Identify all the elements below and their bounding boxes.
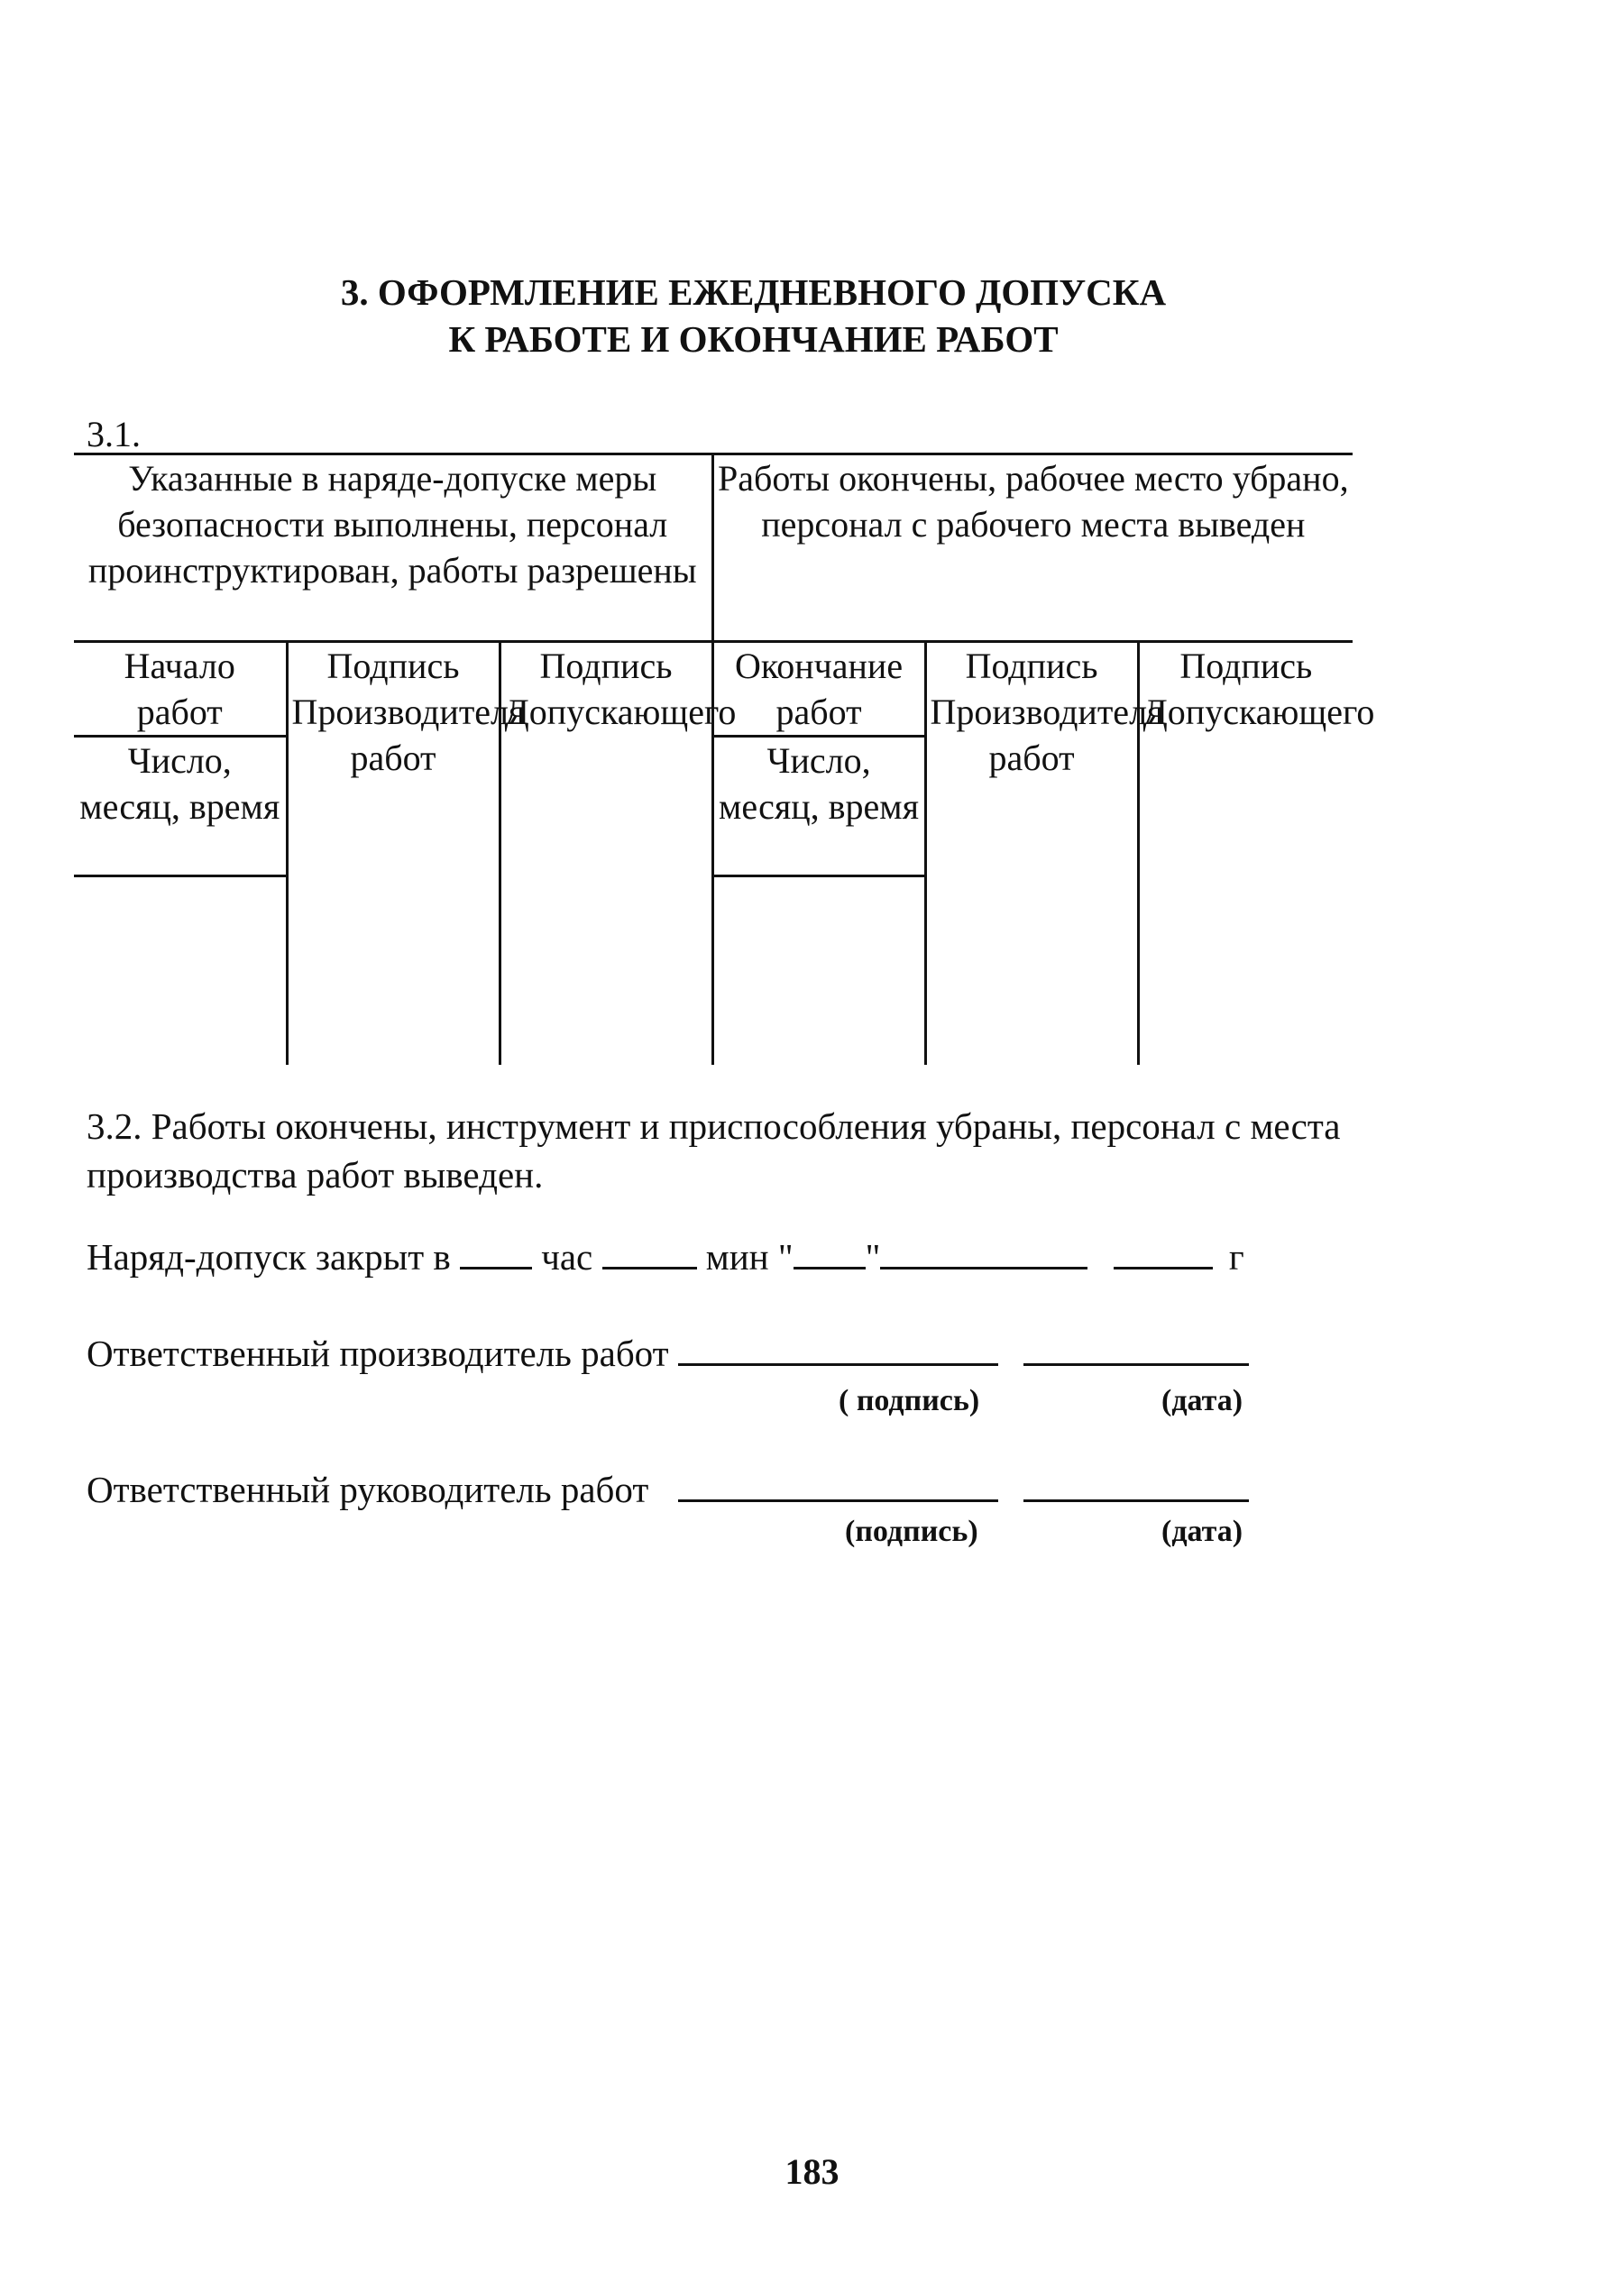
col6-header: Подпись Допускающего [1138, 642, 1353, 876]
section-title [0, 269, 1624, 362]
responsible-manager-label: Ответственный руководитель работ [87, 1469, 649, 1510]
manager-date-caption: (дата) [1161, 1515, 1243, 1548]
year-label: г [1228, 1236, 1244, 1278]
manager-date-blank [1023, 1469, 1249, 1502]
empty-cell [287, 876, 500, 1066]
col2-header: Подпись Производителя работ [287, 642, 500, 876]
quote-close: " [865, 1236, 881, 1278]
responsible-producer-line [87, 1332, 1249, 1375]
empty-cell [925, 876, 1138, 1066]
producer-date-blank [1023, 1333, 1249, 1366]
daily-admission-table [74, 453, 1375, 1065]
closed-prefix: Наряд-допуск закрыт в [87, 1236, 451, 1278]
title-line-2: К РАБОТЕ И ОКОНЧАНИЕ РАБОТ [448, 318, 1059, 360]
col1-header-bottom: Число, месяц, время [74, 737, 287, 876]
year-blank [1114, 1236, 1213, 1269]
min-blank [602, 1236, 697, 1269]
manager-signature-blank [678, 1469, 998, 1502]
section-3-2-text: 3.2. Работы окончены, инструмент и приспособления убраны, персонал с места производства работ выведен. [87, 1105, 1341, 1196]
hour-blank [460, 1236, 532, 1269]
col1-header-top: Начало работ [74, 642, 287, 737]
empty-cell [500, 876, 712, 1066]
manager-sign-caption: (подпись) [845, 1515, 978, 1548]
empty-cell [74, 876, 287, 1066]
month-blank [880, 1236, 1087, 1269]
producer-signature-blank [678, 1333, 998, 1366]
hour-label: час [541, 1236, 593, 1278]
table-row [74, 876, 1353, 1066]
responsible-manager-line [87, 1468, 1249, 1511]
col5-header: Подпись Производителя работ [925, 642, 1138, 876]
col4-header-top: Окончание работ [712, 642, 925, 737]
min-label: мин [705, 1236, 769, 1278]
producer-date-caption: (дата) [1161, 1384, 1243, 1417]
closed-line [87, 1235, 1244, 1279]
page-number: 183 [784, 2151, 840, 2192]
group-header-left: Указанные в наряде-допуске меры безопасности выполнены, персонал проинструктирован, работы разрешены [74, 454, 712, 642]
quote-open: " [777, 1236, 794, 1278]
section-3-1-label: 3.1. [87, 414, 141, 454]
empty-cell [1138, 876, 1353, 1066]
empty-cell [712, 876, 925, 1066]
day-blank [794, 1236, 866, 1269]
col4-header-bottom: Число, месяц, время [712, 737, 925, 876]
responsible-producer-label: Ответственный производитель работ [87, 1333, 669, 1374]
producer-sign-caption: ( подпись) [839, 1384, 980, 1417]
group-header-right: Работы окончены, рабочее место убрано, персонал с рабочего места выведен [712, 454, 1353, 642]
title-line-1: 3. ОФОРМЛЕНИЕ ЕЖЕДНЕВНОГО ДОПУСКА [340, 271, 1167, 313]
col3-header: Подпись Допускающего [500, 642, 712, 876]
